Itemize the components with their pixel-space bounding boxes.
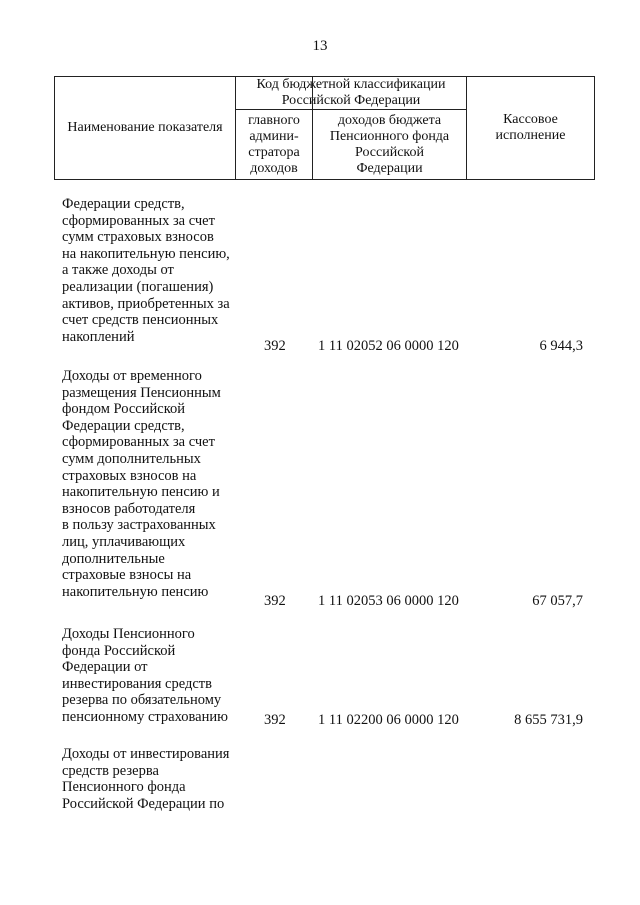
- row-admin: 392: [264, 593, 286, 609]
- table-header: [54, 76, 595, 180]
- row-code: 1 11 02053 06 0000 120: [318, 593, 459, 609]
- execution-header: Кассовое исполнение: [495, 112, 566, 143]
- row-name: Федерации средств, сформированных за счет сумм страховых взносов на накопительную пенсию, а также доходы от реализации (погашения) активов, приобретенных за счет средств пенсионных накоплений: [62, 196, 230, 345]
- row-code: 1 11 02052 06 0000 120: [318, 338, 459, 354]
- row-admin: 392: [264, 712, 286, 728]
- revenue-code-header: доходов бюджета Пенсионного фонда Российской Федерации: [329, 112, 450, 176]
- admin-header: главного админи- стратора доходов: [248, 112, 300, 176]
- row-amount: 67 057,7: [532, 593, 583, 609]
- indicator-header: Наименование показателя: [67, 120, 223, 135]
- row-name: Доходы Пенсионного фонда Российской Федерации от инвестирования средств резерва по обязательному пенсионному страхованию: [62, 626, 228, 725]
- row-amount: 6 944,3: [539, 338, 583, 354]
- row-name: Доходы от временного размещения Пенсионным фондом Российской Федерации средств, сформированных за счет сумм дополнительных страховых взносов на накопительную пенсию и взносов работодателя в пользу застрахованных лиц, уплачивающих дополнительные страховые взносы на накопительную пенсию: [62, 368, 221, 600]
- page-number: 13: [312, 38, 328, 54]
- row-name: Доходы от инвестирования средств резерва Пенсионного фонда Российской Федерации по: [62, 746, 230, 812]
- row-amount: 8 655 731,9: [514, 712, 583, 728]
- kbk-group-header: Код бюджетной классификации Российской Федерации: [256, 77, 446, 108]
- row-code: 1 11 02200 06 0000 120: [318, 712, 459, 728]
- row-admin: 392: [264, 338, 286, 354]
